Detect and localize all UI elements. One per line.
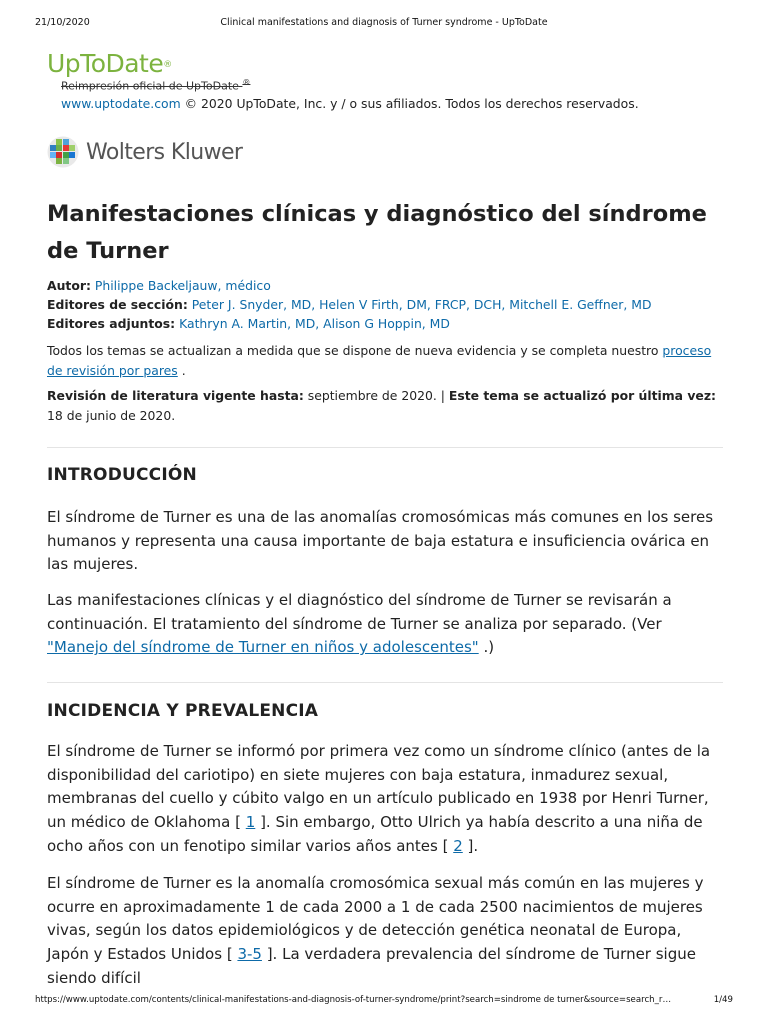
reference-link-1[interactable]: 1 (245, 813, 256, 832)
section-editors-line (47, 297, 652, 312)
print-page-title: Clinical manifestations and diagnosis of Turner syndrome - UpToDate (220, 17, 548, 28)
print-url: https://www.uptodate.com/contents/clinical-manifestations-and-diagnosis-of-turner-syndrome/print?search=sindrome de turner&source=search_r… (35, 995, 672, 1005)
uptodate-logo (47, 50, 172, 78)
incidence-paragraph-2 (47, 872, 723, 991)
deputy-editors-line (47, 316, 450, 331)
last-updated-value: 18 de junio de 2020. (47, 407, 176, 423)
reference-link-3-5[interactable]: 3-5 (237, 945, 262, 964)
page-counter: 1/49 (713, 995, 733, 1005)
peer-review-link[interactable]: proceso de revisión por pares (47, 343, 712, 378)
divider (47, 682, 723, 683)
article-title: Manifestaciones clínicas y diagnóstico del síndrome de Turner (47, 201, 707, 264)
intro-p2-end: .) (478, 638, 495, 657)
logo-text: UpToDate (47, 49, 164, 78)
lit-review-label: Revisión de literatura vigente hasta: (47, 388, 304, 403)
author-label: Autor: (47, 278, 91, 293)
incidence-paragraph-1 (47, 740, 723, 859)
reprint-text: Reimpresión oficial de UpToDate (61, 79, 239, 93)
deputy-editors-link[interactable]: Kathryn A. Martin, MD, Alison G Hoppin, MD (179, 316, 450, 331)
lit-review-value: septiembre de 2020. | (303, 388, 449, 403)
inc-p2-text-a: El síndrome de Turner es la anomalía cromosómica sexual más común en las mujeres y ocurre en aproximadamente 1 de cada 2000 a 1 de cada 2500 nacimientos de mujeres vivas, según los datos epidemiológicos y de detección genética neonatal de Europa, Japón y Estados Unidos [ (47, 874, 704, 964)
print-footer (35, 995, 733, 1007)
print-date: 21/10/2020 (35, 17, 90, 28)
review-dates (47, 386, 723, 425)
intro-p2-text: Las manifestaciones clínicas y el diagnóstico del síndrome de Turner se revisarán a continuación. El tratamiento del síndrome de Turner se analiza por separado. (Ver (47, 591, 672, 633)
inc-p1-text-b: ]. Sin embargo, Otto Ulrich ya había descrito a una niña de ocho años con un fenotipo similar varios años antes [ (47, 813, 703, 855)
print-header (35, 17, 733, 29)
inc-p1-text-a: El síndrome de Turner se informó por primera vez como un síndrome clínico (antes de la disponibilidad del cariotipo) en siete mujeres con baja estatura, inmadurez sexual, membranas del cuello y cúbito valgo en un artículo publicado en 1938 por Henri Turner, un médico de Oklahoma [ (47, 742, 711, 832)
section-editors-link[interactable]: Peter J. Snyder, MD, Helen V Firth, DM, FRCP, DCH, Mitchell E. Geffner, MD (191, 297, 652, 312)
last-updated-label: Este tema se actualizó por última vez: (448, 388, 716, 403)
author-link[interactable]: Philippe Backeljauw, médico (94, 278, 271, 293)
turner-management-link[interactable]: "Manejo del síndrome de Turner en niños y adolescentes" (47, 638, 479, 657)
update-note-end: . (177, 362, 186, 378)
section-editors-label: Editores de sección: (47, 297, 188, 312)
incidence-heading: INCIDENCIA Y PREVALENCIA (47, 701, 319, 721)
reprint-registered-mark: ® (242, 78, 251, 87)
update-note-text: Todos los temas se actualizan a medida que se dispone de nueva evidencia y se completa nuestro (47, 343, 663, 358)
official-reprint-note (61, 78, 250, 93)
author-line (47, 278, 271, 293)
intro-paragraph-2 (47, 589, 723, 660)
update-note (47, 341, 723, 380)
wolters-kluwer-logo (47, 136, 242, 168)
publisher-name: Wolters Kluwer (86, 139, 243, 165)
logo-registered-mark: ® (163, 60, 172, 70)
uptodate-site-link[interactable]: www.uptodate.com (61, 96, 181, 111)
reference-link-2[interactable]: 2 (453, 836, 463, 855)
inc-p1-text-c: ]. (462, 836, 479, 855)
wolters-kluwer-emblem-icon (47, 136, 79, 168)
copyright-text: © 2020 UpToDate, Inc. y / o sus afiliados. Todos los derechos reservados. (180, 96, 639, 111)
intro-heading: INTRODUCCIÓN (47, 465, 197, 485)
inc-p2-text-b: ]. La verdadera prevalencia del síndrome de Turner sigue siendo difícil (47, 945, 696, 987)
copyright-line (61, 96, 639, 111)
divider (47, 447, 723, 448)
deputy-editors-label: Editores adjuntos: (47, 316, 176, 331)
intro-paragraph-1: El síndrome de Turner es una de las anomalías cromosómicas más comunes en los seres humanos y representa una causa importante de baja estatura e insuficiencia ovárica en las mujeres. (47, 508, 714, 574)
